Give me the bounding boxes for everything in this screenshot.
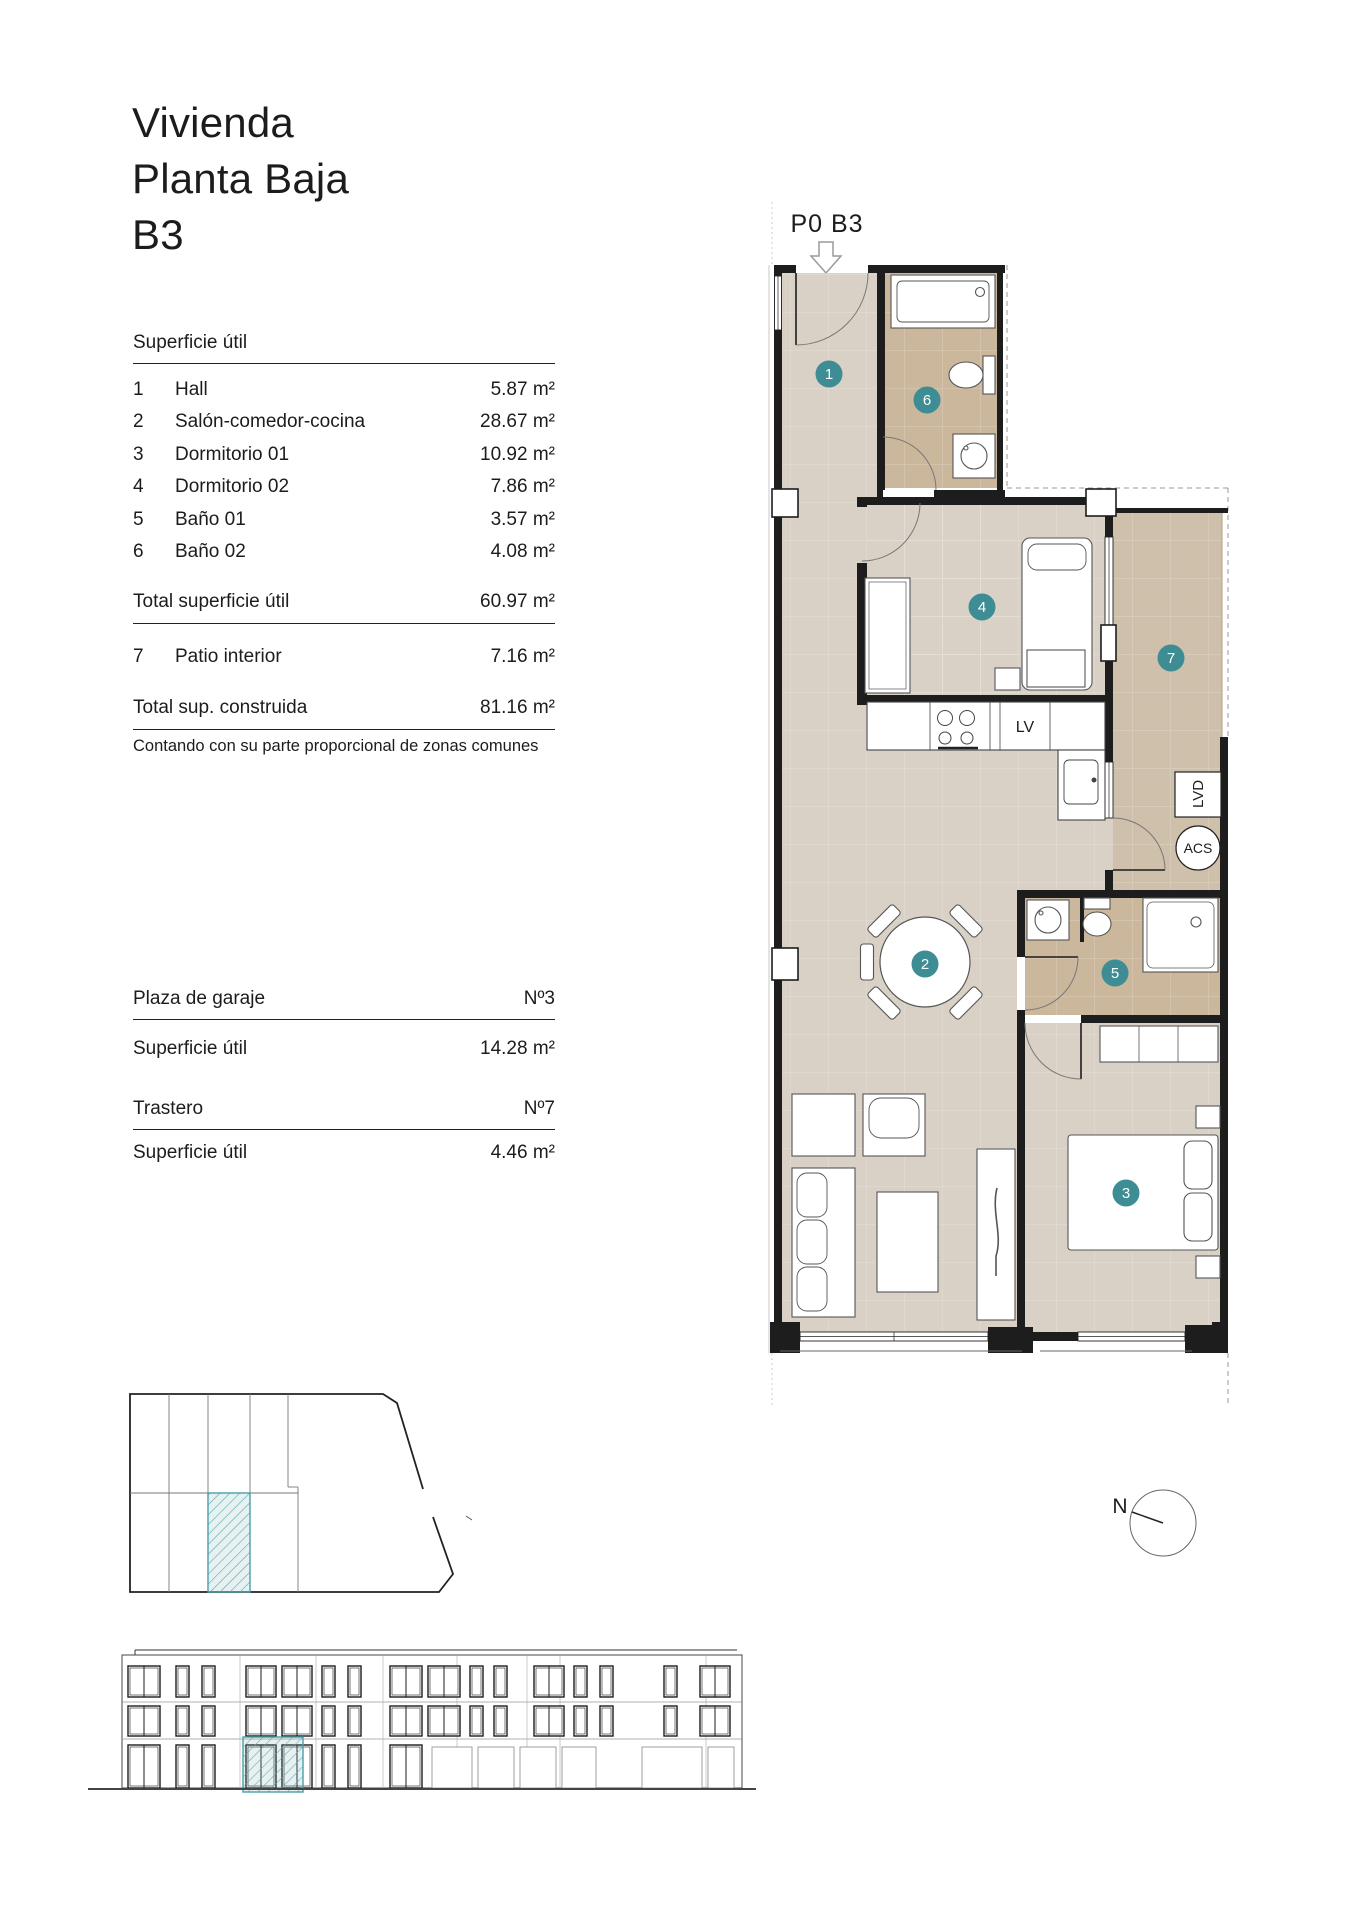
garage-header: Plaza de garaje Nº3 bbox=[133, 988, 555, 1020]
washer-dryer-label: LVD bbox=[1190, 779, 1207, 809]
svg-text:1: 1 bbox=[824, 366, 834, 383]
north-label: N bbox=[1112, 1495, 1128, 1518]
room-badge-bano-01 bbox=[1102, 960, 1129, 987]
unit-label: P0 B3 bbox=[790, 210, 864, 238]
highlighted-unit-elevation bbox=[243, 1737, 303, 1792]
north-compass bbox=[1112, 1490, 1196, 1556]
storage-header: Trastero Nº7 bbox=[133, 1098, 555, 1130]
title-line-1: Vivienda bbox=[132, 99, 294, 146]
table-row: 1 Hall 5.87 m² bbox=[133, 379, 555, 400]
room-badge-dormitorio-02 bbox=[969, 594, 996, 621]
floor-plan bbox=[769, 202, 1228, 1408]
svg-text:3: 3 bbox=[1121, 1185, 1131, 1202]
table-row: 2 Salón-comedor-cocina 28.67 m² bbox=[133, 411, 555, 433]
table-row: 3 Dormitorio 01 10.92 m² bbox=[133, 443, 555, 465]
entry-arrow-icon bbox=[811, 242, 841, 273]
room-badge-dormitorio-01 bbox=[1113, 1180, 1140, 1207]
highlighted-unit-cell bbox=[208, 1493, 250, 1592]
svg-text:6: 6 bbox=[922, 392, 932, 409]
patio-row: 7 Patio interior 7.16 m² bbox=[133, 646, 555, 667]
site-key-plan bbox=[130, 1394, 472, 1592]
dishwasher-label: LV bbox=[1015, 719, 1035, 736]
total-built-area: Total sup. construida 81.16 m² bbox=[133, 697, 555, 730]
table-row: 6 Baño 02 4.08 m² bbox=[133, 540, 555, 562]
total-useful-area: Total superficie útil 60.97 m² bbox=[133, 591, 555, 624]
room-badge-patio bbox=[1158, 645, 1185, 672]
room-badge-bano-02 bbox=[914, 387, 941, 414]
table-row: 5 Baño 01 3.57 m² bbox=[133, 508, 555, 530]
table-row: 4 Dormitorio 02 7.86 m² bbox=[133, 476, 555, 498]
room-badge-salon bbox=[912, 951, 939, 978]
note: Contando con su parte proporcional de zonas comunes bbox=[133, 737, 539, 755]
water-heater-label: ACS bbox=[1183, 840, 1213, 856]
building-elevation bbox=[88, 1650, 756, 1792]
svg-text:5: 5 bbox=[1110, 965, 1120, 982]
room-badge-hall bbox=[816, 361, 843, 388]
svg-text:7: 7 bbox=[1166, 650, 1176, 667]
storage-area-row: Superficie útil 4.46 m² bbox=[133, 1142, 555, 1163]
garage-area-row: Superficie útil 14.28 m² bbox=[133, 1038, 555, 1059]
surface-table-header: Superficie útil bbox=[133, 332, 555, 364]
title-line-3: B3 bbox=[132, 211, 184, 258]
title-line-2: Planta Baja bbox=[132, 155, 350, 202]
svg-text:2: 2 bbox=[920, 956, 930, 973]
svg-text:4: 4 bbox=[977, 599, 987, 616]
